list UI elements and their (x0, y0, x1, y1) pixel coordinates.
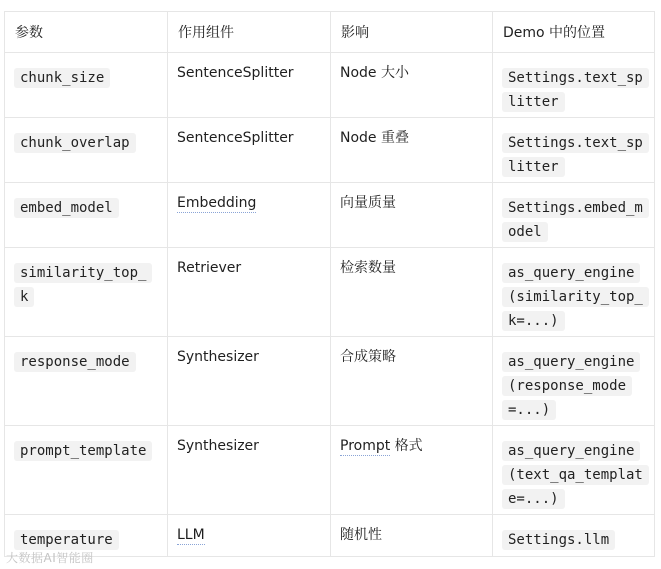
param-cell (5, 53, 168, 118)
param-cell (5, 337, 168, 426)
component-cell (168, 53, 331, 118)
component-link[interactable]: LLM (177, 527, 205, 543)
component-text: SentenceSplitter (177, 130, 294, 146)
component-text: Retriever (177, 260, 242, 276)
header-effect: 影响 (331, 12, 493, 53)
location-code: Settings.embed_model (502, 198, 649, 242)
param-code: prompt_template (14, 441, 152, 461)
component-link[interactable]: Embedding (177, 195, 257, 211)
component-cell (168, 337, 331, 426)
location-cell (493, 515, 655, 557)
effect-cell (331, 426, 493, 515)
table-row (5, 337, 655, 426)
param-code: chunk_overlap (14, 133, 136, 153)
component-cell (168, 248, 331, 337)
location-code: Settings.llm (502, 530, 615, 550)
location-code: as_query_engine(text_qa_template=...) (502, 441, 649, 509)
component-text: Synthesizer (177, 438, 259, 454)
location-cell (493, 248, 655, 337)
component-cell (168, 426, 331, 515)
effect-text: 随机性 (340, 527, 382, 543)
component-cell (168, 515, 331, 557)
location-code: Settings.text_splitter (502, 68, 649, 112)
location-code: Settings.text_splitter (502, 133, 649, 177)
effect-cell (331, 183, 493, 248)
param-code: embed_model (14, 198, 119, 218)
param-cell (5, 183, 168, 248)
param-code: similarity_top_k (14, 263, 152, 307)
param-code: temperature (14, 530, 119, 550)
effect-text: 检索数量 (340, 260, 396, 276)
header-location: Demo 中的位置 (493, 12, 655, 53)
location-cell (493, 118, 655, 183)
watermark: 大数据AI智能圈 (6, 551, 94, 565)
effect-link[interactable]: Prompt (340, 438, 391, 454)
component-cell (168, 183, 331, 248)
table-row (5, 118, 655, 183)
effect-text: 合成策略 (340, 349, 396, 365)
table-row (5, 515, 655, 557)
param-cell (5, 248, 168, 337)
effect-text: 格式 (390, 438, 423, 454)
location-cell (493, 426, 655, 515)
component-cell (168, 118, 331, 183)
effect-cell (331, 118, 493, 183)
param-cell (5, 118, 168, 183)
effect-cell (331, 248, 493, 337)
table-row (5, 183, 655, 248)
location-cell (493, 53, 655, 118)
table-row (5, 53, 655, 118)
param-cell (5, 426, 168, 515)
location-code: as_query_engine(similarity_top_k=...) (502, 263, 649, 331)
effect-text: Node 大小 (340, 65, 409, 81)
effect-text: Node 重叠 (340, 130, 409, 146)
param-code: response_mode (14, 352, 136, 372)
effect-cell (331, 337, 493, 426)
effect-cell (331, 515, 493, 557)
param-code: chunk_size (14, 68, 110, 88)
component-text: SentenceSplitter (177, 65, 294, 81)
location-cell (493, 337, 655, 426)
location-cell (493, 183, 655, 248)
header-component: 作用组件 (168, 12, 331, 53)
table-row (5, 248, 655, 337)
component-text: Synthesizer (177, 349, 259, 365)
effect-cell (331, 53, 493, 118)
location-code: as_query_engine(response_mode=...) (502, 352, 640, 420)
header-param: 参数 (5, 12, 168, 53)
table-header-row (5, 12, 655, 53)
effect-text: 向量质量 (340, 195, 396, 211)
parameter-table (4, 11, 655, 557)
table-row (5, 426, 655, 515)
